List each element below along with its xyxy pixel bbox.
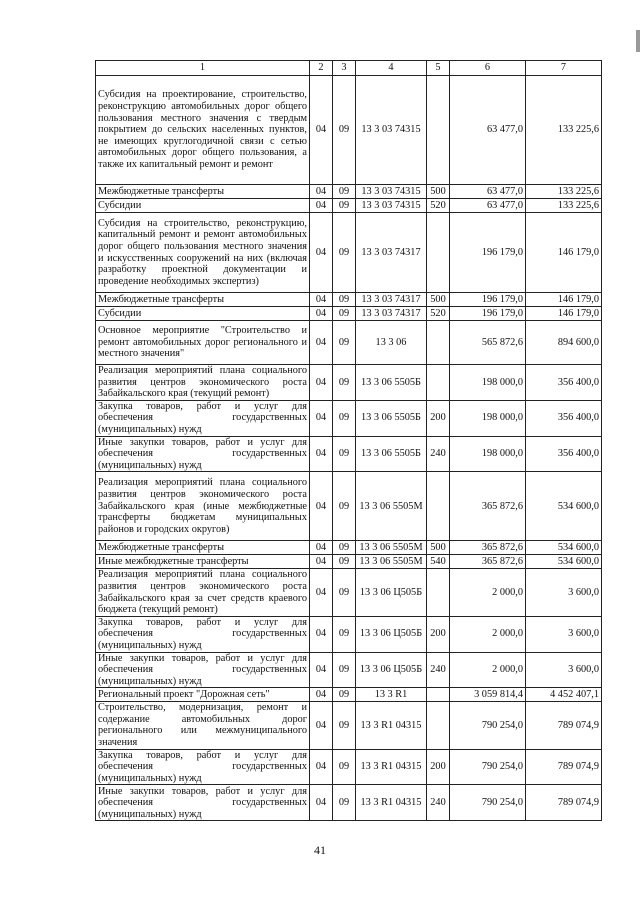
subsection-cell: 09: [333, 293, 356, 307]
table-row: [96, 569, 602, 616]
subsection-cell: 09: [333, 213, 356, 293]
target-article-cell: 13 3 03 74317: [356, 307, 427, 321]
amount-cell: 63 477,0: [450, 199, 526, 213]
header-row: [96, 61, 602, 76]
table-row: [96, 436, 602, 472]
subsection-cell: 09: [333, 76, 356, 185]
subsection-cell: 09: [333, 749, 356, 785]
section-cell: 04: [310, 307, 333, 321]
amount-cell: 3 600,0: [526, 569, 602, 616]
amount-cell: 894 600,0: [526, 321, 602, 365]
amount-cell: 565 872,6: [450, 321, 526, 365]
table-row: [96, 307, 602, 321]
section-cell: 04: [310, 688, 333, 702]
table-row: [96, 541, 602, 555]
subsection-cell: 09: [333, 569, 356, 616]
target-article-cell: 13 3 06 Ц505Б: [356, 569, 427, 616]
expense-type-cell: [427, 569, 450, 616]
expense-type-cell: [427, 76, 450, 185]
amount-cell: 133 225,6: [526, 199, 602, 213]
target-article-cell: 13 3 06 5505М: [356, 555, 427, 569]
expense-type-cell: 200: [427, 616, 450, 652]
expense-type-cell: [427, 472, 450, 541]
header-cell: 6: [450, 61, 526, 76]
amount-cell: 198 000,0: [450, 400, 526, 436]
amount-cell: 3 059 814,4: [450, 688, 526, 702]
row-name-cell: Региональный проект "Дорожная сеть": [96, 688, 310, 702]
expense-type-cell: 200: [427, 749, 450, 785]
table-row: [96, 199, 602, 213]
expense-type-cell: 240: [427, 652, 450, 688]
expense-type-cell: [427, 702, 450, 749]
amount-cell: 198 000,0: [450, 365, 526, 401]
amount-cell: 2 000,0: [450, 652, 526, 688]
section-cell: 04: [310, 76, 333, 185]
budget-table: [95, 60, 602, 821]
amount-cell: 133 225,6: [526, 76, 602, 185]
amount-cell: 790 254,0: [450, 785, 526, 821]
expense-type-cell: [427, 688, 450, 702]
table-row: [96, 400, 602, 436]
row-name-cell: Реализация мероприятий плана социального развития центров экономического роста Забайкальского края (иные межбюджетные трансферты бюджетам муниципальных районов и городских округов): [96, 472, 310, 541]
target-article-cell: 13 3 03 74317: [356, 213, 427, 293]
target-article-cell: 13 3 06 Ц505Б: [356, 652, 427, 688]
row-name-cell: Иные закупки товаров, работ и услуг для обеспечения государственных (муниципальных) нужд: [96, 436, 310, 472]
table-row: [96, 652, 602, 688]
section-cell: 04: [310, 321, 333, 365]
amount-cell: 365 872,6: [450, 541, 526, 555]
subsection-cell: 09: [333, 199, 356, 213]
amount-cell: 63 477,0: [450, 185, 526, 199]
row-name-cell: Основное мероприятие "Строительство и ремонт автомобильных дорог регионального и местного значения": [96, 321, 310, 365]
amount-cell: 356 400,0: [526, 400, 602, 436]
target-article-cell: 13 3 03 74315: [356, 76, 427, 185]
expense-type-cell: 520: [427, 307, 450, 321]
subsection-cell: 09: [333, 555, 356, 569]
row-name-cell: Субсидии: [96, 199, 310, 213]
subsection-cell: 09: [333, 185, 356, 199]
subsection-cell: 09: [333, 688, 356, 702]
section-cell: 04: [310, 213, 333, 293]
row-name-cell: Субсидия на проектирование, строительство, реконструкцию автомобильных дорог общего пользования местного значения с твердым покрытием до сельских населенных пунктов, не имеющих круглогодичной связи с сетью автомобильных дорог общего пользования, а также их капитальный ремонт и ремонт: [96, 76, 310, 185]
table-row: [96, 785, 602, 821]
amount-cell: 790 254,0: [450, 702, 526, 749]
section-cell: 04: [310, 702, 333, 749]
subsection-cell: 09: [333, 365, 356, 401]
amount-cell: 534 600,0: [526, 472, 602, 541]
expense-type-cell: 500: [427, 293, 450, 307]
amount-cell: 356 400,0: [526, 436, 602, 472]
section-cell: 04: [310, 365, 333, 401]
table-row: [96, 472, 602, 541]
table-row: [96, 365, 602, 401]
amount-cell: 198 000,0: [450, 436, 526, 472]
expense-type-cell: [427, 321, 450, 365]
page-edge-mark: [636, 30, 640, 52]
expense-type-cell: [427, 213, 450, 293]
subsection-cell: 09: [333, 652, 356, 688]
section-cell: 04: [310, 652, 333, 688]
amount-cell: 146 179,0: [526, 213, 602, 293]
header-cell: 3: [333, 61, 356, 76]
header-cell: 7: [526, 61, 602, 76]
amount-cell: 789 074,9: [526, 785, 602, 821]
amount-cell: 146 179,0: [526, 307, 602, 321]
target-article-cell: 13 3 03 74315: [356, 185, 427, 199]
expense-type-cell: 500: [427, 185, 450, 199]
target-article-cell: 13 3 R1: [356, 688, 427, 702]
expense-type-cell: 240: [427, 436, 450, 472]
header-cell: 4: [356, 61, 427, 76]
amount-cell: 63 477,0: [450, 76, 526, 185]
target-article-cell: 13 3 R1 04315: [356, 785, 427, 821]
amount-cell: 2 000,0: [450, 616, 526, 652]
section-cell: 04: [310, 569, 333, 616]
page-number: 41: [314, 843, 326, 857]
header-cell: 1: [96, 61, 310, 76]
section-cell: 04: [310, 436, 333, 472]
amount-cell: 2 000,0: [450, 569, 526, 616]
section-cell: 04: [310, 541, 333, 555]
row-name-cell: Иные закупки товаров, работ и услуг для обеспечения государственных (муниципальных) нужд: [96, 785, 310, 821]
amount-cell: 789 074,9: [526, 702, 602, 749]
row-name-cell: Закупка товаров, работ и услуг для обеспечения государственных (муниципальных) нужд: [96, 616, 310, 652]
table-row: [96, 185, 602, 199]
target-article-cell: 13 3 06 5505М: [356, 541, 427, 555]
table-row: [96, 688, 602, 702]
table-row: [96, 213, 602, 293]
amount-cell: 133 225,6: [526, 185, 602, 199]
section-cell: 04: [310, 616, 333, 652]
target-article-cell: 13 3 06: [356, 321, 427, 365]
target-article-cell: 13 3 06 5505Б: [356, 436, 427, 472]
row-name-cell: Иные межбюджетные трансферты: [96, 555, 310, 569]
expense-type-cell: 540: [427, 555, 450, 569]
expense-type-cell: 240: [427, 785, 450, 821]
row-name-cell: Межбюджетные трансферты: [96, 293, 310, 307]
amount-cell: 196 179,0: [450, 213, 526, 293]
subsection-cell: 09: [333, 321, 356, 365]
row-name-cell: Строительство, модернизация, ремонт и содержание автомобильных дорог регионального или межмуниципального значения: [96, 702, 310, 749]
section-cell: 04: [310, 185, 333, 199]
amount-cell: 789 074,9: [526, 749, 602, 785]
row-name-cell: Субсидия на строительство, реконструкцию, капитальный ремонт и ремонт автомобильных дорог общего пользования местного значения и искусственных сооружений на них (включая разработку проектной документации и проведение необходимых экспертиз): [96, 213, 310, 293]
row-name-cell: Реализация мероприятий плана социального развития центров экономического роста Забайкальского края (текущий ремонт): [96, 365, 310, 401]
section-cell: 04: [310, 199, 333, 213]
subsection-cell: 09: [333, 400, 356, 436]
amount-cell: 365 872,6: [450, 472, 526, 541]
amount-cell: 790 254,0: [450, 749, 526, 785]
amount-cell: 365 872,6: [450, 555, 526, 569]
amount-cell: 196 179,0: [450, 307, 526, 321]
amount-cell: 356 400,0: [526, 365, 602, 401]
expense-type-cell: [427, 365, 450, 401]
amount-cell: 4 452 407,1: [526, 688, 602, 702]
amount-cell: 3 600,0: [526, 652, 602, 688]
row-name-cell: Межбюджетные трансферты: [96, 185, 310, 199]
target-article-cell: 13 3 03 74315: [356, 199, 427, 213]
row-name-cell: Субсидии: [96, 307, 310, 321]
target-article-cell: 13 3 06 5505Б: [356, 400, 427, 436]
subsection-cell: 09: [333, 785, 356, 821]
subsection-cell: 09: [333, 307, 356, 321]
table-row: [96, 76, 602, 185]
subsection-cell: 09: [333, 702, 356, 749]
row-name-cell: Закупка товаров, работ и услуг для обеспечения государственных (муниципальных) нужд: [96, 400, 310, 436]
section-cell: 04: [310, 400, 333, 436]
section-cell: 04: [310, 785, 333, 821]
target-article-cell: 13 3 06 Ц505Б: [356, 616, 427, 652]
target-article-cell: 13 3 R1 04315: [356, 702, 427, 749]
section-cell: 04: [310, 749, 333, 785]
row-name-cell: Иные закупки товаров, работ и услуг для обеспечения государственных (муниципальных) нужд: [96, 652, 310, 688]
header-cell: 2: [310, 61, 333, 76]
table-body: [96, 76, 602, 821]
row-name-cell: Межбюджетные трансферты: [96, 541, 310, 555]
subsection-cell: 09: [333, 436, 356, 472]
expense-type-cell: 500: [427, 541, 450, 555]
table-row: [96, 749, 602, 785]
subsection-cell: 09: [333, 541, 356, 555]
table-row: [96, 321, 602, 365]
amount-cell: 534 600,0: [526, 555, 602, 569]
table-row: [96, 555, 602, 569]
expense-type-cell: 520: [427, 199, 450, 213]
amount-cell: 196 179,0: [450, 293, 526, 307]
section-cell: 04: [310, 293, 333, 307]
table-row: [96, 293, 602, 307]
amount-cell: 534 600,0: [526, 541, 602, 555]
row-name-cell: Закупка товаров, работ и услуг для обеспечения государственных (муниципальных) нужд: [96, 749, 310, 785]
header-cell: 5: [427, 61, 450, 76]
target-article-cell: 13 3 R1 04315: [356, 749, 427, 785]
section-cell: 04: [310, 472, 333, 541]
amount-cell: 3 600,0: [526, 616, 602, 652]
amount-cell: 146 179,0: [526, 293, 602, 307]
row-name-cell: Реализация мероприятий плана социального развития центров экономического роста Забайкальского края за счет средств краевого бюджета (текущий ремонт): [96, 569, 310, 616]
subsection-cell: 09: [333, 616, 356, 652]
table-row: [96, 616, 602, 652]
target-article-cell: 13 3 06 5505М: [356, 472, 427, 541]
expense-type-cell: 200: [427, 400, 450, 436]
table-row: [96, 702, 602, 749]
target-article-cell: 13 3 03 74317: [356, 293, 427, 307]
subsection-cell: 09: [333, 472, 356, 541]
section-cell: 04: [310, 555, 333, 569]
target-article-cell: 13 3 06 5505Б: [356, 365, 427, 401]
